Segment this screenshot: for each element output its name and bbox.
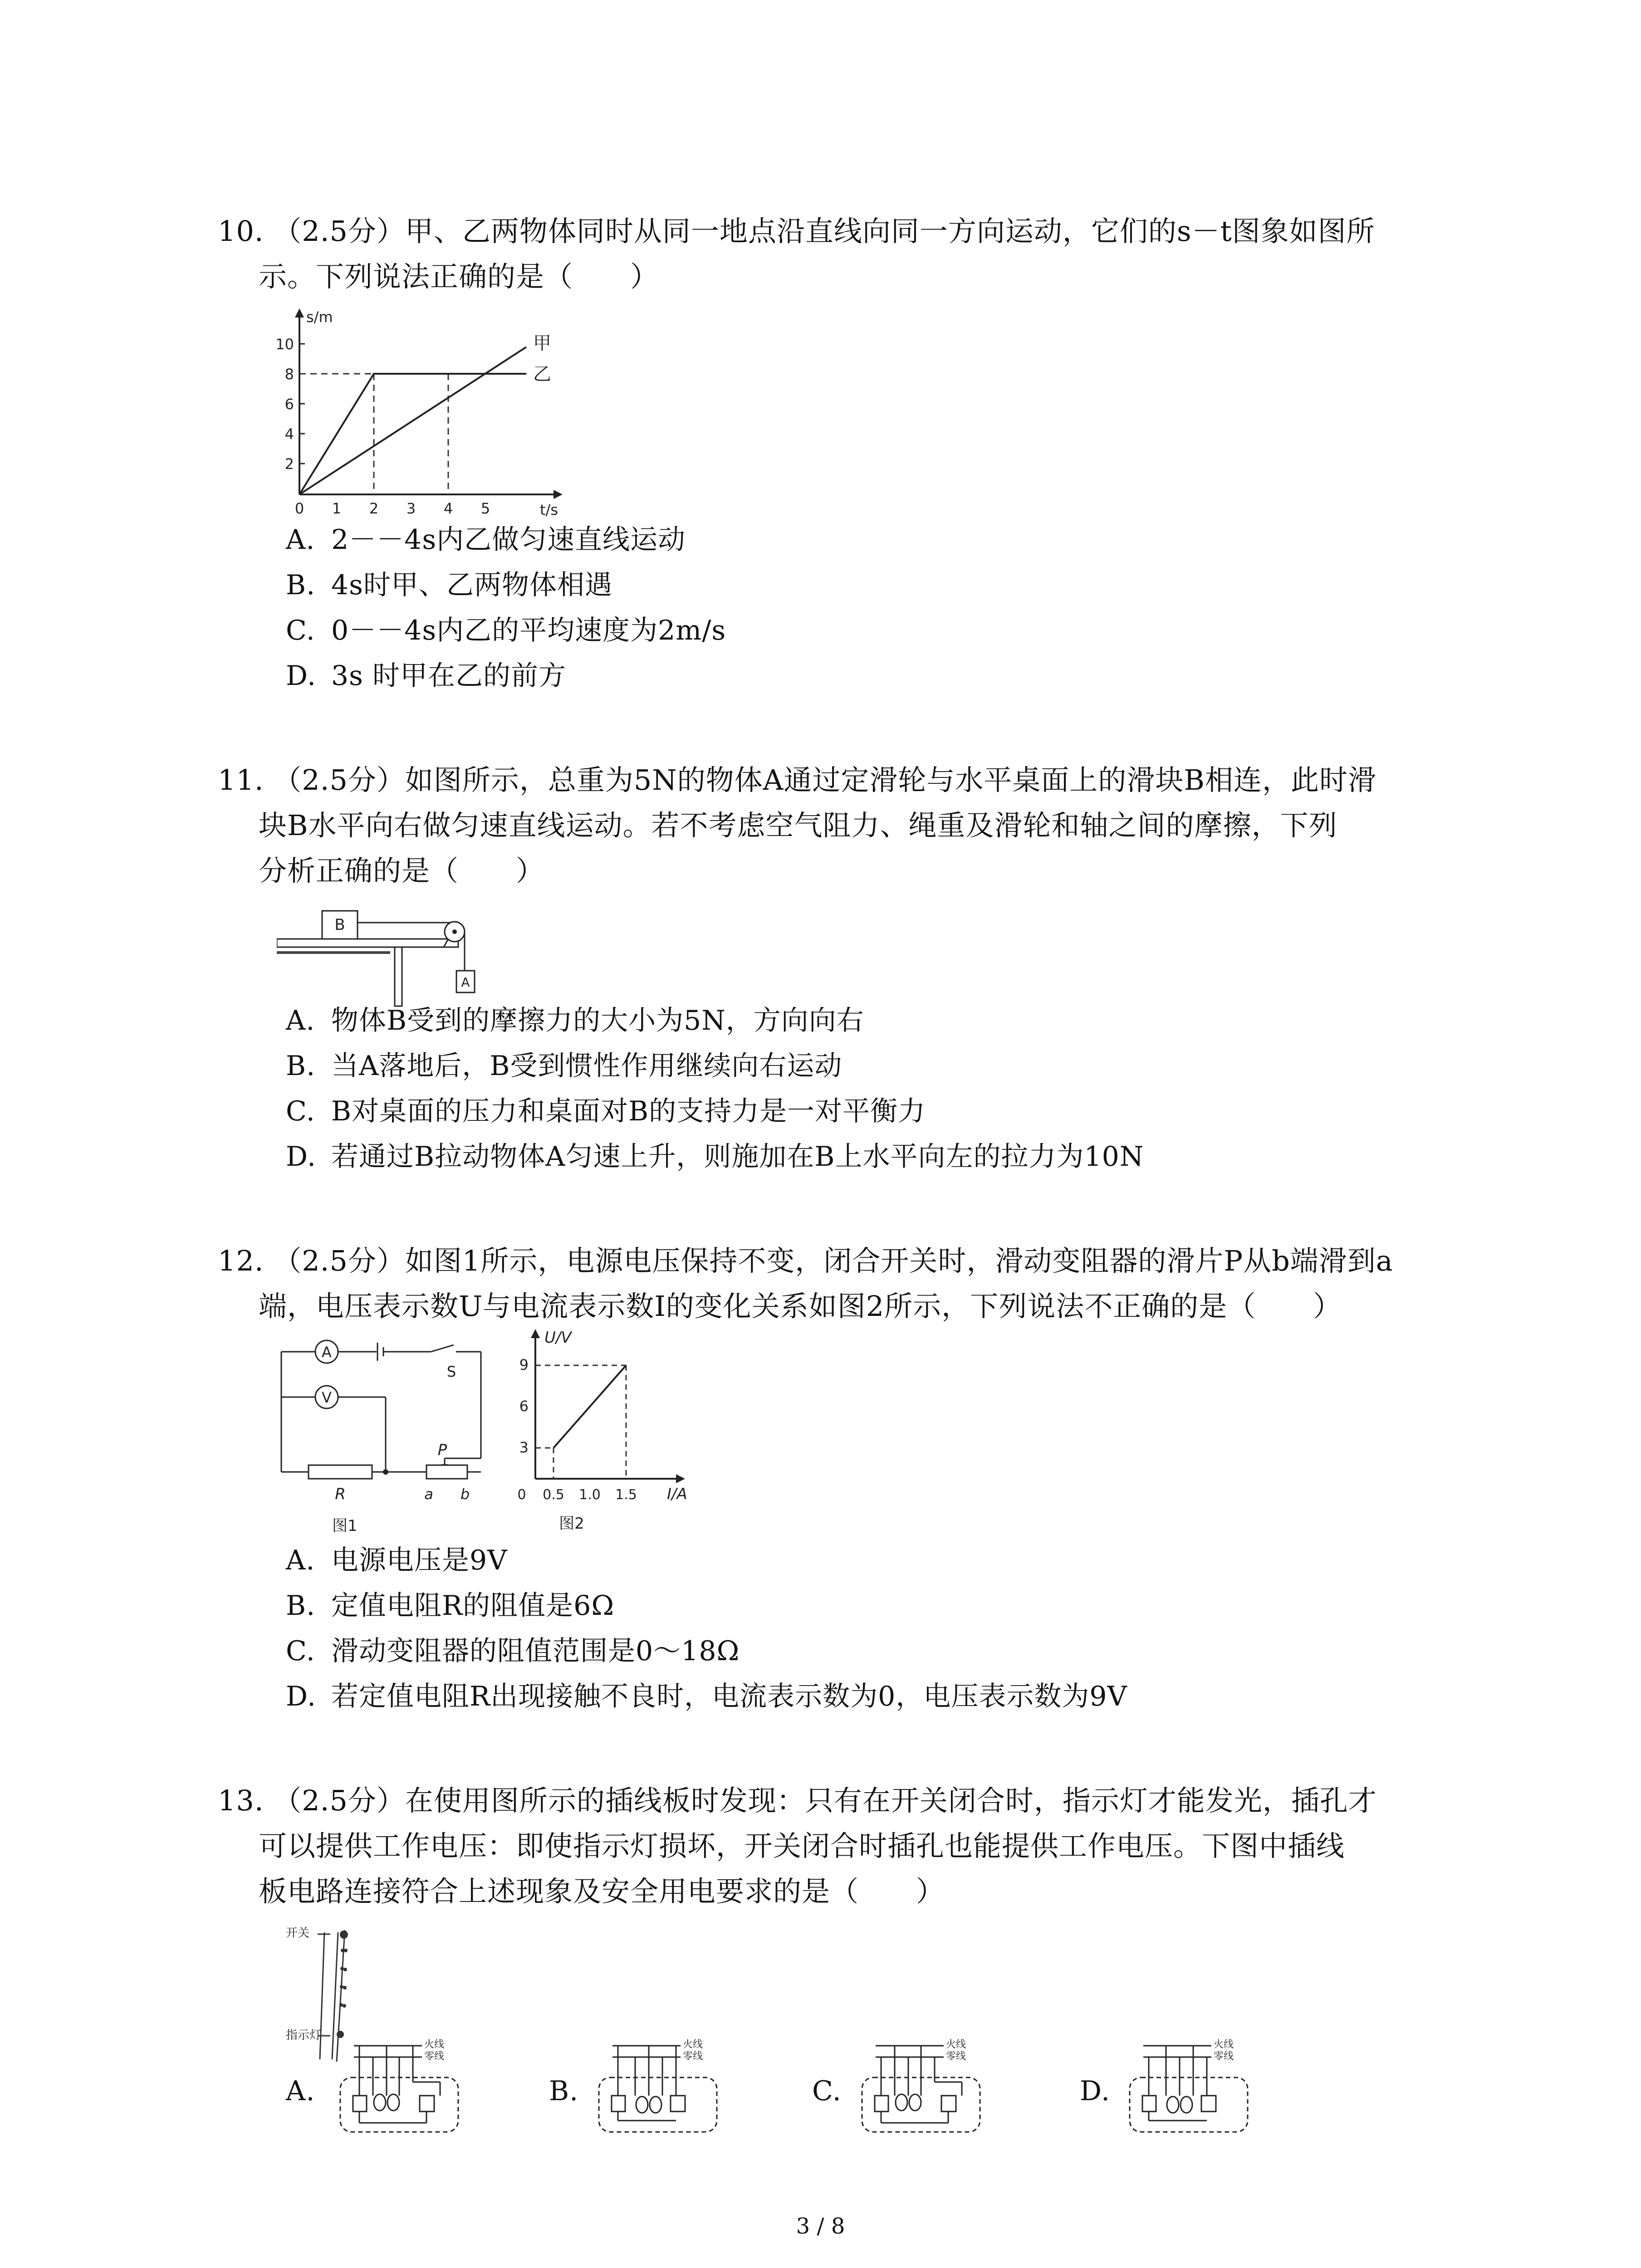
svg-text:零线: 零线 xyxy=(946,2051,966,2062)
q12-rheostat xyxy=(426,1465,467,1479)
svg-text:火线: 火线 xyxy=(683,2039,703,2050)
q12-graph-line xyxy=(554,1365,626,1448)
q12-xtick: 0 xyxy=(517,1487,526,1503)
q12-stem-line2: 端，电压表示数U与电流表示数I的变化关系如图2所示，下列说法不正确的是（ ） xyxy=(259,1290,1342,1323)
svg-text:b: b xyxy=(460,1486,470,1503)
q13-circuit-d[interactable] xyxy=(1125,2032,1257,2136)
q10-line-jia xyxy=(299,347,526,494)
q13-choice-d-label[interactable]: D. xyxy=(1080,2075,1111,2107)
q10-option-b[interactable]: B. 4s时甲、乙两物体相遇 xyxy=(286,569,612,601)
q10-xtick: 0 xyxy=(294,500,304,517)
svg-text:A: A xyxy=(461,975,470,990)
q10-option-a[interactable]: A. 2－－4s内乙做匀速直线运动 xyxy=(286,524,686,556)
q12-option-c[interactable]: C. 滑动变阻器的阻值范围是0～18Ω xyxy=(286,1635,740,1667)
q10-stem-line1: 10. （2.5分）甲、乙两物体同时从同一地点沿直线向同一方向运动，它们的s－t图象如图所 xyxy=(218,215,1375,248)
q13-choice-a-label[interactable]: A. xyxy=(286,2075,315,2107)
q11-option-b[interactable]: B. 当A落地后，B受到惯性作用继续向右运动 xyxy=(286,1050,843,1082)
svg-text:零线: 零线 xyxy=(424,2051,445,2062)
q10-ytick: 8 xyxy=(284,366,294,383)
q11-option-c[interactable]: C. B对桌面的压力和桌面对B的支持力是一对平衡力 xyxy=(286,1095,926,1127)
q10-ytick: 6 xyxy=(284,396,294,413)
q11-stem-line2: 块B水平向右做匀速直线运动。若不考虑空气阻力、绳重及滑轮和轴之间的摩擦，下列 xyxy=(259,809,1337,842)
q10-xtick: 5 xyxy=(480,500,490,517)
svg-text:指示灯: 指示灯 xyxy=(286,2028,322,2042)
svg-text:火线: 火线 xyxy=(1214,2039,1234,2050)
q10-x-axis-label: t/s xyxy=(540,501,558,517)
q10-xtick: 2 xyxy=(369,500,379,517)
q10-st-graph xyxy=(272,304,590,517)
q13-choice-c-label[interactable]: C. xyxy=(812,2075,842,2107)
q13-stem-line2: 可以提供工作电压：即使指示灯损坏，开关闭合时插孔也能提供工作电压。下图中插线 xyxy=(259,1829,1345,1862)
svg-text:图2: 图2 xyxy=(559,1515,584,1533)
q12-xtick: 1.5 xyxy=(615,1487,637,1503)
page-number: 3 / 8 xyxy=(796,2214,845,2239)
q12-xtick: 0.5 xyxy=(543,1487,564,1503)
svg-text:零线: 零线 xyxy=(1214,2051,1234,2062)
q10-y-axis-label: s/m xyxy=(306,308,333,326)
svg-text:R: R xyxy=(335,1485,346,1503)
q13-stem-line1: 13. （2.5分）在使用图所示的插线板时发现：只有在开关闭合时，指示灯才能发光，插孔才 xyxy=(218,1784,1377,1817)
svg-text:V: V xyxy=(322,1389,332,1406)
q13-circuit-a[interactable] xyxy=(336,2032,467,2136)
svg-text:S: S xyxy=(446,1363,456,1380)
q12-option-b[interactable]: B. 定值电阻R的阻值是6Ω xyxy=(286,1590,615,1622)
svg-text:火线: 火线 xyxy=(946,2039,966,2050)
q12-option-a[interactable]: A. 电源电压是9V xyxy=(286,1545,508,1576)
q12-ytick: 6 xyxy=(519,1398,529,1415)
svg-text:a: a xyxy=(424,1486,433,1503)
q11-stem-line1: 11. （2.5分）如图所示，总重为5N的物体A通过定滑轮与水平桌面上的滑块B相连，此时滑 xyxy=(218,763,1376,797)
q12-circuit-fig1 xyxy=(272,1334,499,1538)
q10-option-c[interactable]: C. 0－－4s内乙的平均速度为2m/s xyxy=(286,615,726,646)
svg-text:A: A xyxy=(322,1344,332,1361)
svg-text:开关: 开关 xyxy=(286,1926,310,1940)
q10-stem-line2: 示。下列说法正确的是（ ） xyxy=(259,260,659,293)
q12-ytick: 3 xyxy=(519,1439,529,1456)
q12-fixed-resistor xyxy=(309,1465,372,1479)
q10-ytick: 2 xyxy=(284,455,294,473)
q13-choice-b-label[interactable]: B. xyxy=(549,2075,579,2107)
q13-stem-line3: 板电路连接符合上述现象及安全用电要求的是（ ） xyxy=(259,1875,945,1908)
q10-xtick: 1 xyxy=(332,500,342,517)
q12-x-axis-label: I/A xyxy=(667,1485,687,1503)
q12-graph-fig2 xyxy=(508,1325,703,1538)
q13-circuit-c[interactable] xyxy=(857,2032,989,2136)
svg-text:零线: 零线 xyxy=(683,2051,703,2062)
q10-label-jia: 甲 xyxy=(533,333,551,354)
q13-circuit-b[interactable] xyxy=(594,2032,726,2136)
q11-stem-line3: 分析正确的是（ ） xyxy=(259,854,545,887)
q11-option-d[interactable]: D. 若通过B拉动物体A匀速上升，则施加在B上水平向左的拉力为10N xyxy=(286,1141,1144,1173)
q12-stem-line1: 12. （2.5分）如图1所示，电源电压保持不变，闭合开关时，滑动变阻器的滑片P从b端滑到a xyxy=(218,1244,1393,1277)
q10-ytick: 4 xyxy=(284,425,294,443)
q12-y-axis-label: U/V xyxy=(544,1329,572,1347)
q10-option-d[interactable]: D. 3s 时甲在乙的前方 xyxy=(286,660,567,692)
q10-ytick: 10 xyxy=(275,336,294,353)
q10-label-yi: 乙 xyxy=(533,364,551,385)
q11-pulley-diagram xyxy=(277,903,495,1012)
q12-option-d[interactable]: D. 若定值电阻R出现接触不良时，电流表示数为0，电压表示数为9V xyxy=(286,1681,1127,1712)
q12-ytick: 9 xyxy=(519,1356,529,1374)
svg-text:P: P xyxy=(437,1441,447,1459)
q10-xtick: 3 xyxy=(406,500,416,517)
q11-option-a[interactable]: A. 物体B受到的摩擦力的大小为5N，方向向右 xyxy=(286,1005,864,1036)
svg-text:B: B xyxy=(334,916,345,934)
svg-text:图1: 图1 xyxy=(332,1517,358,1535)
q12-xtick: 1.0 xyxy=(579,1487,601,1503)
q10-line-yi xyxy=(299,374,526,494)
svg-text:火线: 火线 xyxy=(424,2039,445,2050)
q10-xtick: 4 xyxy=(443,500,453,517)
